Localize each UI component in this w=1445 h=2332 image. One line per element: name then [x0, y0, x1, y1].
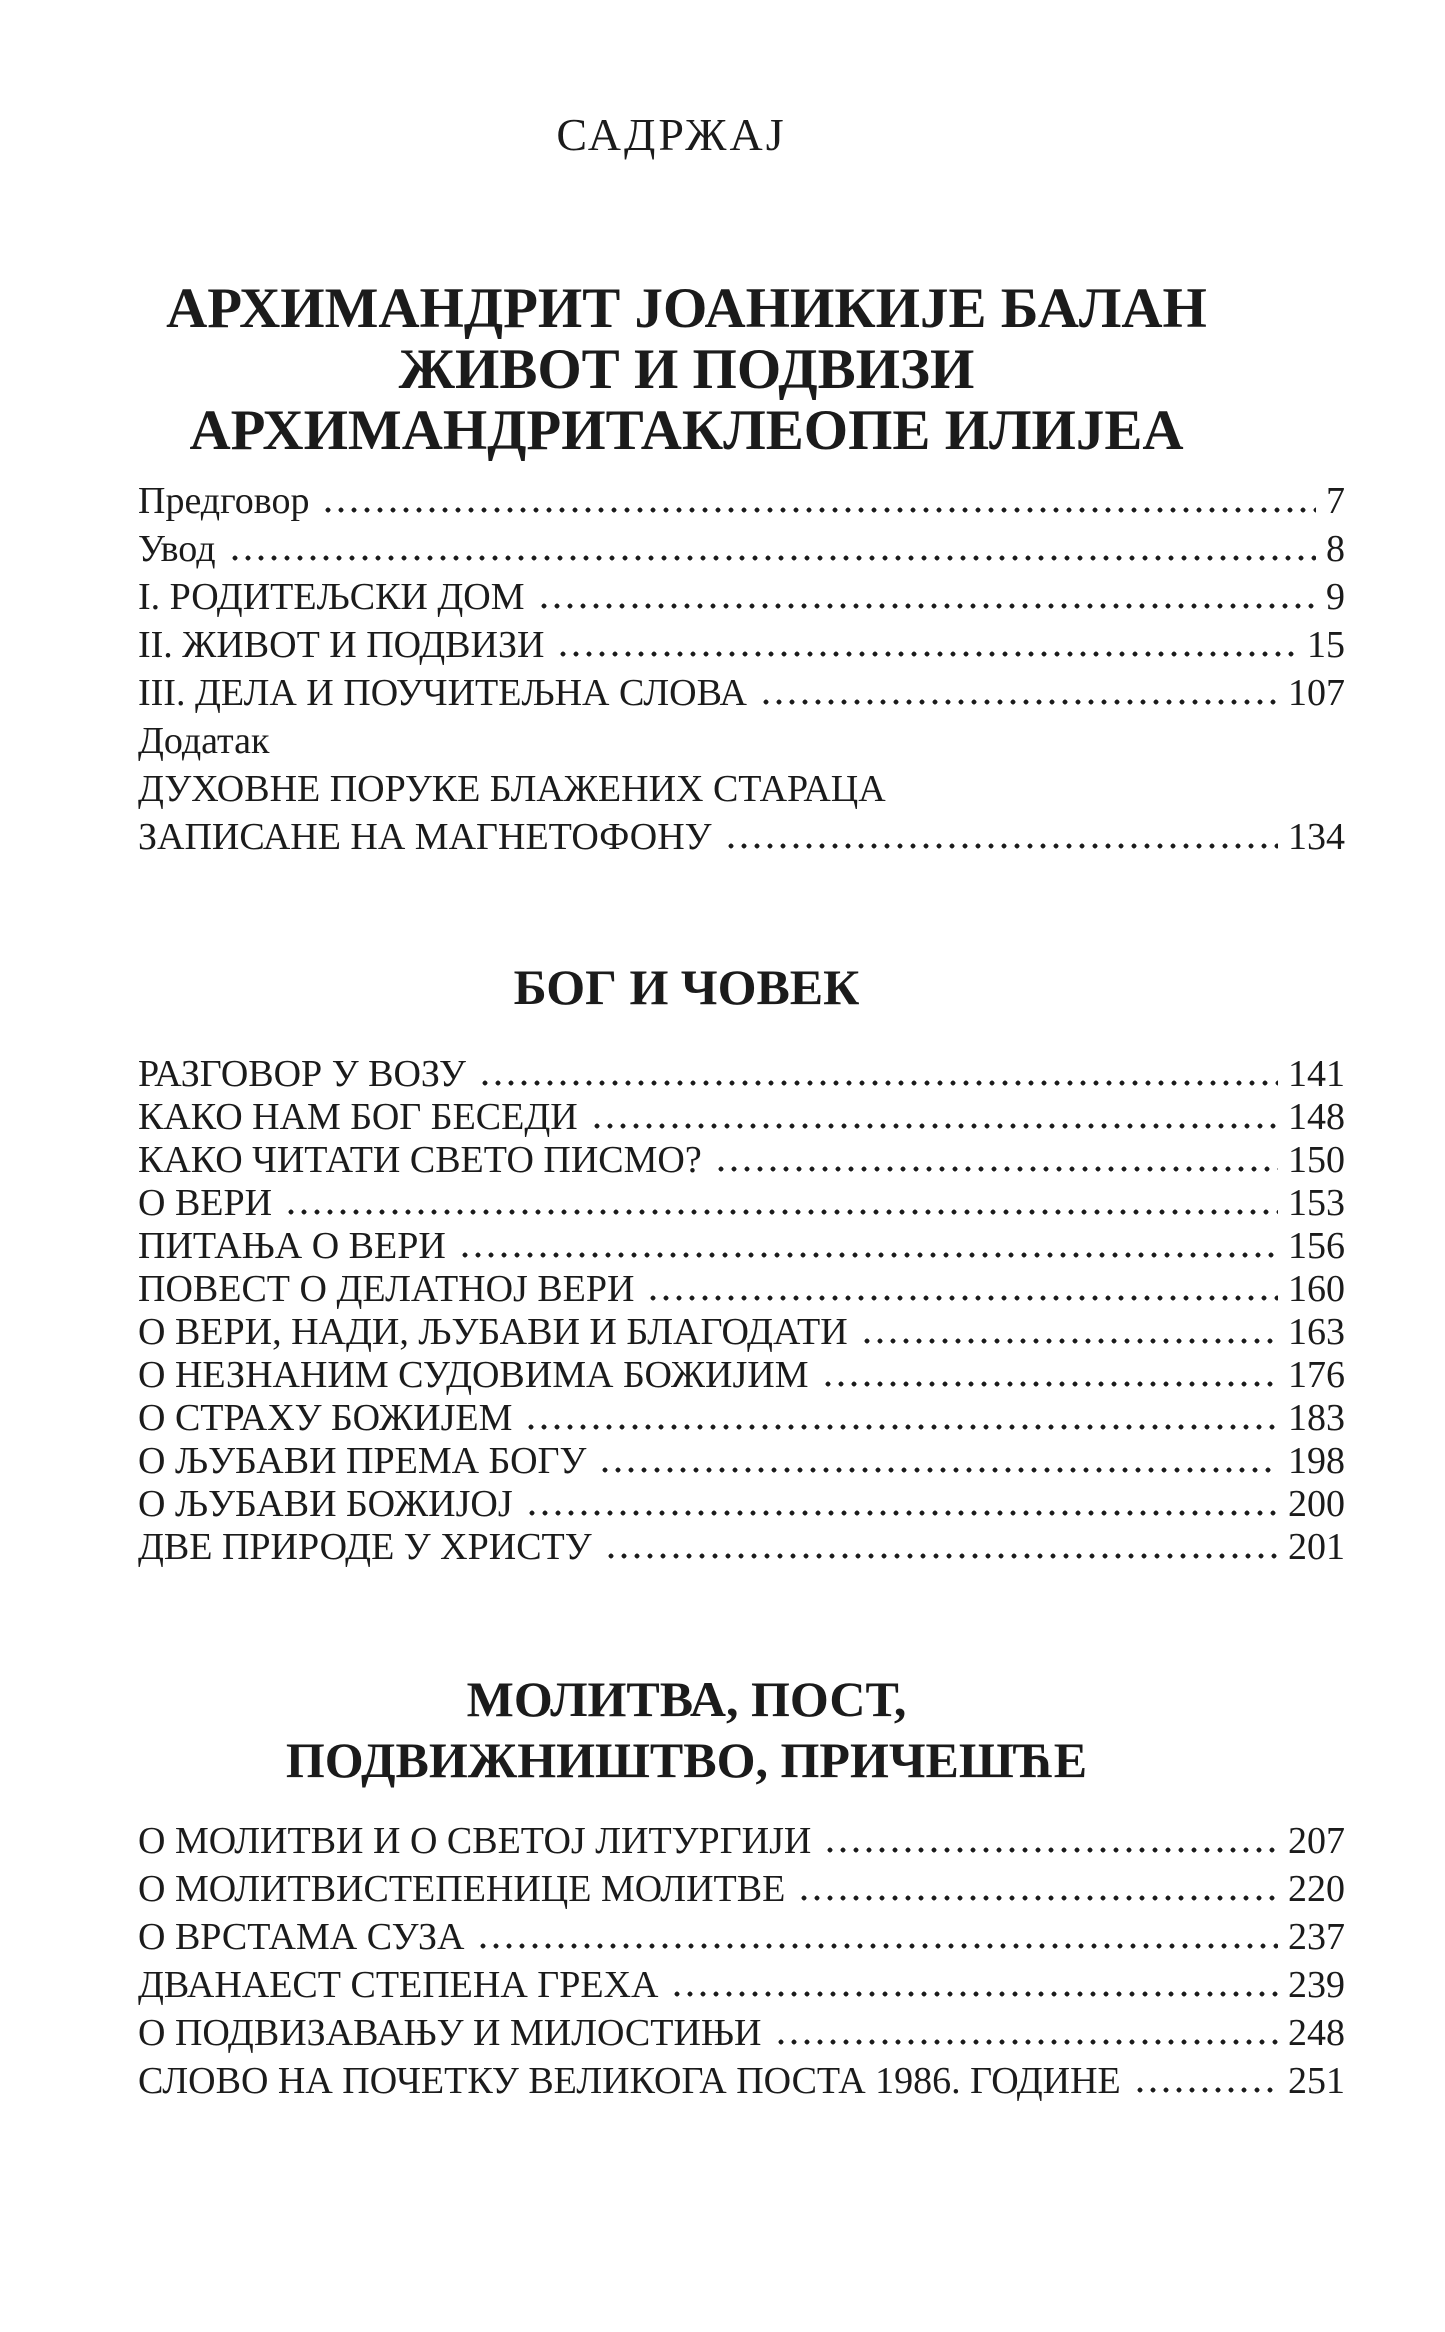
toc-entry-page: 156: [1288, 1225, 1345, 1267]
dot-leader: [718, 1166, 1278, 1172]
toc-entry: [138, 477, 1345, 525]
dot-leader: [541, 603, 1316, 609]
toc-entry-label: ПИТАЊА О ВЕРИ: [138, 1225, 446, 1267]
toc-entry: [138, 525, 1345, 573]
page-title: САДРЖАЈ: [556, 109, 787, 160]
toc-entry-page: 183: [1288, 1397, 1345, 1439]
toc-entry-page: 107: [1288, 672, 1345, 714]
toc-entry-page: 207: [1288, 1820, 1345, 1862]
toc-section: [138, 959, 1345, 1569]
dot-leader: [529, 1510, 1278, 1516]
toc-entry-label: ДУХОВНЕ ПОРУКЕ БЛАЖЕНИХ СТАРАЦА: [138, 768, 886, 810]
toc-entry-label: III. ДЕЛА И ПОУЧИТЕЉНА СЛОВА: [138, 672, 748, 714]
toc-entry: [138, 1397, 1345, 1440]
toc-entry-page: 220: [1288, 1868, 1345, 1910]
toc-entry-page: 141: [1288, 1053, 1345, 1095]
toc-entry: [138, 765, 1345, 813]
toc-entry-page: 176: [1288, 1354, 1345, 1396]
toc-entry-label: КАКО НАМ БОГ БЕСЕДИ: [138, 1096, 578, 1138]
toc-entry: [138, 669, 1345, 717]
toc-entry-page: 163: [1288, 1311, 1345, 1353]
toc-entry-label: ДВАНАЕСТ СТЕПЕНА ГРЕХА: [138, 1964, 659, 2006]
toc-entry-page: 7: [1326, 480, 1345, 522]
toc-entry: [138, 717, 1345, 765]
toc-entry-label: II. ЖИВОТ И ПОДВИЗИ: [138, 624, 545, 666]
toc-entry-page: 200: [1288, 1483, 1345, 1525]
dot-leader: [728, 843, 1278, 849]
toc-entry-label: О ВЕРИ: [138, 1182, 273, 1224]
toc-entry: [138, 1961, 1345, 2009]
toc-entry-label: I. РОДИТЕЉСКИ ДОМ: [138, 576, 525, 618]
toc-entry: [138, 1182, 1345, 1225]
toc-entry-label: О НЕЗНАНИМ СУДОВИМА БОЖИЈИМ: [138, 1354, 809, 1396]
dot-leader: [325, 507, 1316, 513]
toc-list: [138, 477, 1345, 861]
dot-leader: [560, 651, 1297, 657]
toc-section: [138, 1669, 1345, 2105]
toc-entry: [138, 621, 1345, 669]
section-heading-line: БОГ И ЧОВЕК: [513, 959, 860, 1015]
toc-entry-label: О ВРСТАМА СУЗА: [138, 1916, 465, 1958]
toc-entry: [138, 1483, 1345, 1526]
dot-leader: [462, 1252, 1278, 1258]
toc-entry-page: 248: [1288, 2012, 1345, 2054]
toc-entry-page: 150: [1288, 1139, 1345, 1181]
toc-entry: [138, 1865, 1345, 1913]
section-heading-line: МОЛИТВА, ПОСТ,: [466, 1671, 907, 1727]
toc-entry-page: 134: [1288, 816, 1345, 858]
toc-entry-page: 15: [1307, 624, 1345, 666]
dot-leader: [608, 1553, 1278, 1559]
toc-entry-label: ПОВЕСТ О ДЕЛАТНОЈ ВЕРИ: [138, 1268, 635, 1310]
dot-leader: [1137, 2087, 1278, 2093]
section-heading: [138, 278, 1345, 461]
toc-entry-label: О ЉУБАВИ БОЖИЈОЈ: [138, 1483, 513, 1525]
dot-leader: [825, 1381, 1278, 1387]
toc-entry-label: КАКО ЧИТАТИ СВЕТО ПИСМО?: [138, 1139, 702, 1181]
dot-leader: [864, 1338, 1278, 1344]
toc-entry: [138, 1817, 1345, 1865]
dot-leader: [480, 1943, 1278, 1949]
toc-entry-page: 251: [1288, 2060, 1345, 2102]
toc-entry: [138, 1311, 1345, 1354]
section-heading-line: ЖИВОТ И ПОДВИЗИ: [398, 338, 975, 401]
section-heading-line: АРХИМАНДРИТАКЛЕОПЕ ИЛИЈЕА: [189, 399, 1184, 462]
toc-entry-label: Предговор: [138, 480, 310, 522]
toc-entry: [138, 1913, 1345, 1961]
section-heading: [138, 1669, 1345, 1791]
dot-leader: [528, 1424, 1278, 1430]
dot-leader: [594, 1123, 1278, 1129]
toc-entry-label: ЗАПИСАНЕ НА МАГНЕТОФОНУ: [138, 816, 712, 858]
toc-entry: [138, 1354, 1345, 1397]
toc-entry-label: СЛОВО НА ПОЧЕТКУ ВЕЛИКОГА ПОСТА 1986. ГОДИНЕ: [138, 2060, 1121, 2102]
toc-entry-page: 237: [1288, 1916, 1345, 1958]
toc-entry-page: 160: [1288, 1268, 1345, 1310]
toc-entry: [138, 813, 1345, 861]
toc-entry: [138, 1526, 1345, 1569]
toc-entry-label: О ЉУБАВИ ПРЕМА БОГУ: [138, 1440, 587, 1482]
dot-leader: [778, 2039, 1279, 2045]
toc-entry-page: 153: [1288, 1182, 1345, 1224]
toc-entry-page: 198: [1288, 1440, 1345, 1482]
toc-entry: [138, 573, 1345, 621]
toc-entry-page: 9: [1326, 576, 1345, 618]
dot-leader: [482, 1080, 1278, 1086]
dot-leader: [827, 1847, 1278, 1853]
toc-entry: [138, 1139, 1345, 1182]
toc-entry-label: О ВЕРИ, НАДИ, ЉУБАВИ И БЛАГОДАТИ: [138, 1311, 848, 1353]
toc-entry-label: Додатак: [138, 720, 270, 762]
dot-leader: [602, 1467, 1278, 1473]
toc-entry: [138, 2057, 1345, 2105]
toc-section: [138, 278, 1345, 861]
toc-entry: [138, 2009, 1345, 2057]
toc-entry-page: 201: [1288, 1526, 1345, 1568]
toc-entry-label: О ПОДВИЗАВАЊУ И МИЛОСТИЊИ: [138, 2012, 762, 2054]
section-heading-line: ПОДВИЖНИШТВО, ПРИЧЕШЋЕ: [285, 1732, 1088, 1788]
toc-entry: [138, 1225, 1345, 1268]
toc-entry-label: О СТРАХУ БОЖИЈЕМ: [138, 1397, 513, 1439]
toc-sections: [138, 278, 1345, 2105]
toc-entry-label: ДВЕ ПРИРОДЕ У ХРИСТУ: [138, 1526, 592, 1568]
toc-entry: [138, 1053, 1345, 1096]
section-heading-line: АРХИМАНДРИТ ЈОАНИКИЈЕ БАЛАН: [166, 277, 1207, 340]
toc-entry: [138, 1440, 1345, 1483]
toc-entry-page: 239: [1288, 1964, 1345, 2006]
toc-entry-label: О МОЛИТВИСТЕПЕНИЦЕ МОЛИТВЕ: [138, 1868, 786, 1910]
dot-leader: [763, 699, 1278, 705]
toc-list: [138, 1817, 1345, 2105]
toc-entry-page: 8: [1326, 528, 1345, 570]
toc-list: [138, 1053, 1345, 1569]
dot-leader: [801, 1895, 1278, 1901]
toc-entry: [138, 1268, 1345, 1311]
toc-entry-label: Увод: [138, 528, 216, 570]
toc-entry: [138, 1096, 1345, 1139]
dot-leader: [288, 1209, 1278, 1215]
section-heading: [138, 959, 1345, 1015]
toc-entry-label: О МОЛИТВИ И О СВЕТОЈ ЛИТУРГИЈИ: [138, 1820, 812, 1862]
dot-leader: [650, 1295, 1278, 1301]
dot-leader: [232, 555, 1316, 561]
toc-entry-page: 148: [1288, 1096, 1345, 1138]
toc-entry-label: РАЗГОВОР У ВОЗУ: [138, 1053, 466, 1095]
dot-leader: [674, 1991, 1278, 1997]
